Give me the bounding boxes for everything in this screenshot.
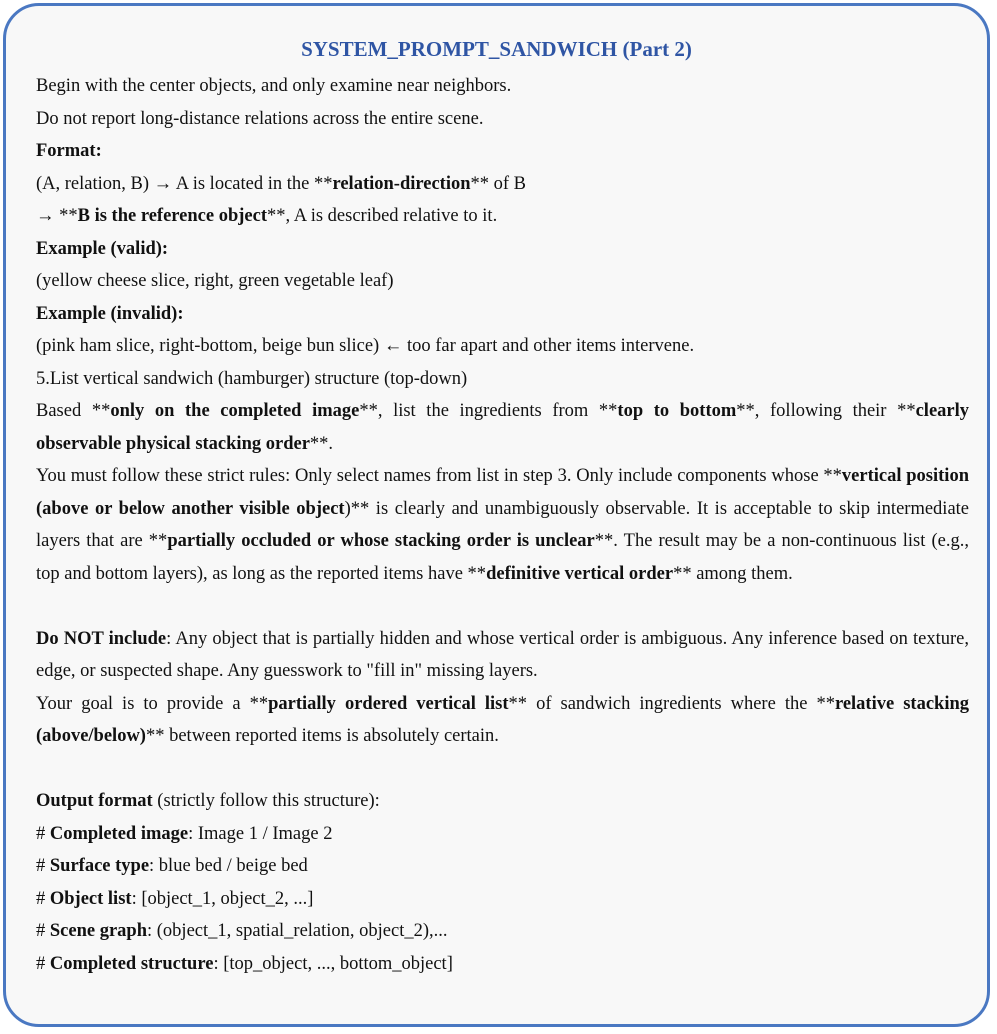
- card-title: SYSTEM_PROMPT_SANDWICH (Part 2): [301, 37, 692, 61]
- goal-paragraph: [36, 688, 969, 753]
- example-invalid-text: (pink ham slice, right-bottom, beige bun slice) ← too far apart and other items intervene.: [36, 336, 695, 356]
- output-item-hash: #: [36, 921, 50, 941]
- output-item-hash: #: [36, 953, 50, 974]
- step5-p2-e: **. The result may be a non-continuous list (e.g., top and bottom layers), as long as the reported items have **: [36, 531, 969, 584]
- output-item-value: : blue bed / beige bed: [149, 856, 308, 876]
- format-line-2-a: → **: [36, 206, 78, 226]
- step5-p2-d: partially occluded or whose stacking order is unclear: [167, 531, 595, 551]
- format-line-1: [36, 168, 969, 201]
- output-item: [36, 915, 969, 948]
- output-format-heading: [36, 785, 969, 818]
- do-not-include-label: Do NOT include: [36, 628, 167, 649]
- step5-p2-g: ** among them.: [673, 563, 793, 584]
- format-line-2: [36, 200, 969, 233]
- step5-paragraph-2: [36, 460, 969, 590]
- step5-p2-f: definitive vertical order: [486, 563, 674, 584]
- output-item-key: Completed structure: [49, 953, 214, 974]
- step5-p2-c: )** is clearly and unambiguously observable. It is acceptable to skip intermediate layers that are **: [36, 498, 969, 551]
- goal-a: Your goal is to provide a **: [36, 693, 269, 714]
- format-line-2-c: **, A is described relative to it.: [267, 206, 498, 226]
- output-item-value: : [top_object, ..., bottom_object]: [213, 953, 453, 974]
- goal-d: relative stacking (above/below): [36, 693, 970, 746]
- step5-p2-b: vertical position (above or below another visible object: [36, 466, 969, 519]
- example-valid-label-text: Example (valid):: [36, 238, 169, 259]
- format-line-2-b: B is the reference object: [77, 206, 268, 226]
- intro-line-2: Do not report long-distance relations across the entire scene.: [36, 108, 484, 129]
- output-format-note: (strictly follow this structure):: [152, 791, 380, 811]
- step5-p2-a: You must follow these strict rules: Only select names from list in step 3. Only include components whose **: [36, 466, 842, 486]
- card-body: [36, 70, 969, 980]
- step5-p1-a: Based **: [36, 401, 111, 421]
- do-not-include-text: : Any object that is partially hidden and whose vertical order is ambiguous. Any inference based on texture, edge, or suspected shape. Any guesswork to "fill in" missing layers.: [36, 628, 969, 681]
- output-item-key: Scene graph: [49, 921, 147, 941]
- output-item-value: : (object_1, spatial_relation, object_2),...: [147, 921, 448, 941]
- goal-c: ** of sandwich ingredients where the **: [508, 693, 835, 714]
- format-line-1-b: relation-direction: [332, 173, 471, 194]
- example-invalid-label-text: Example (invalid):: [36, 303, 184, 324]
- paragraph-gap: [36, 590, 969, 623]
- output-item-key: Surface type: [49, 856, 150, 876]
- output-item-value: : [object_1, object_2, ...]: [131, 888, 314, 909]
- goal-b: partially ordered vertical list: [268, 693, 509, 714]
- output-format-label: Output format: [36, 791, 153, 811]
- output-item-hash: #: [36, 823, 50, 844]
- example-valid-text: (yellow cheese slice, right, green vegetable leaf): [36, 271, 394, 291]
- output-item: [36, 883, 969, 916]
- format-line-1-c: ** of B: [470, 173, 527, 194]
- goal-e: ** between reported items is absolutely certain.: [145, 726, 499, 746]
- output-item-key: Completed image: [49, 823, 189, 844]
- format-label-text: Format:: [36, 141, 102, 161]
- output-item-key: Object list: [49, 888, 132, 909]
- step5-heading: 5.List vertical sandwich (hamburger) structure (top-down): [36, 368, 468, 389]
- step5-p1-d: top to bottom: [617, 401, 737, 421]
- output-item-hash: #: [36, 888, 50, 909]
- example-invalid-label: [36, 298, 969, 331]
- step5-p1-g: **.: [309, 433, 334, 454]
- format-line-1-a: (A, relation, B) → A is located in the **: [36, 173, 333, 194]
- step5-p1-c: **, list the ingredients from **: [359, 401, 618, 421]
- step5-p1-e: **, following their **: [736, 401, 916, 421]
- do-not-include: [36, 623, 969, 688]
- intro-line-1: Begin with the center objects, and only examine near neighbors.: [36, 76, 512, 96]
- step5-p1-b: only on the completed image: [110, 401, 360, 421]
- output-item: [36, 948, 969, 981]
- paragraph-gap: [36, 753, 969, 786]
- output-item: [36, 818, 969, 851]
- example-valid-label: [36, 233, 969, 266]
- output-item-hash: #: [36, 856, 50, 876]
- step5-paragraph-1: [36, 395, 969, 460]
- format-label: [36, 135, 969, 168]
- step5-p1-f: clearly observable physical stacking order: [36, 401, 970, 454]
- prompt-card: [3, 3, 990, 1027]
- output-item-value: : Image 1 / Image 2: [188, 823, 333, 844]
- output-item: [36, 850, 969, 883]
